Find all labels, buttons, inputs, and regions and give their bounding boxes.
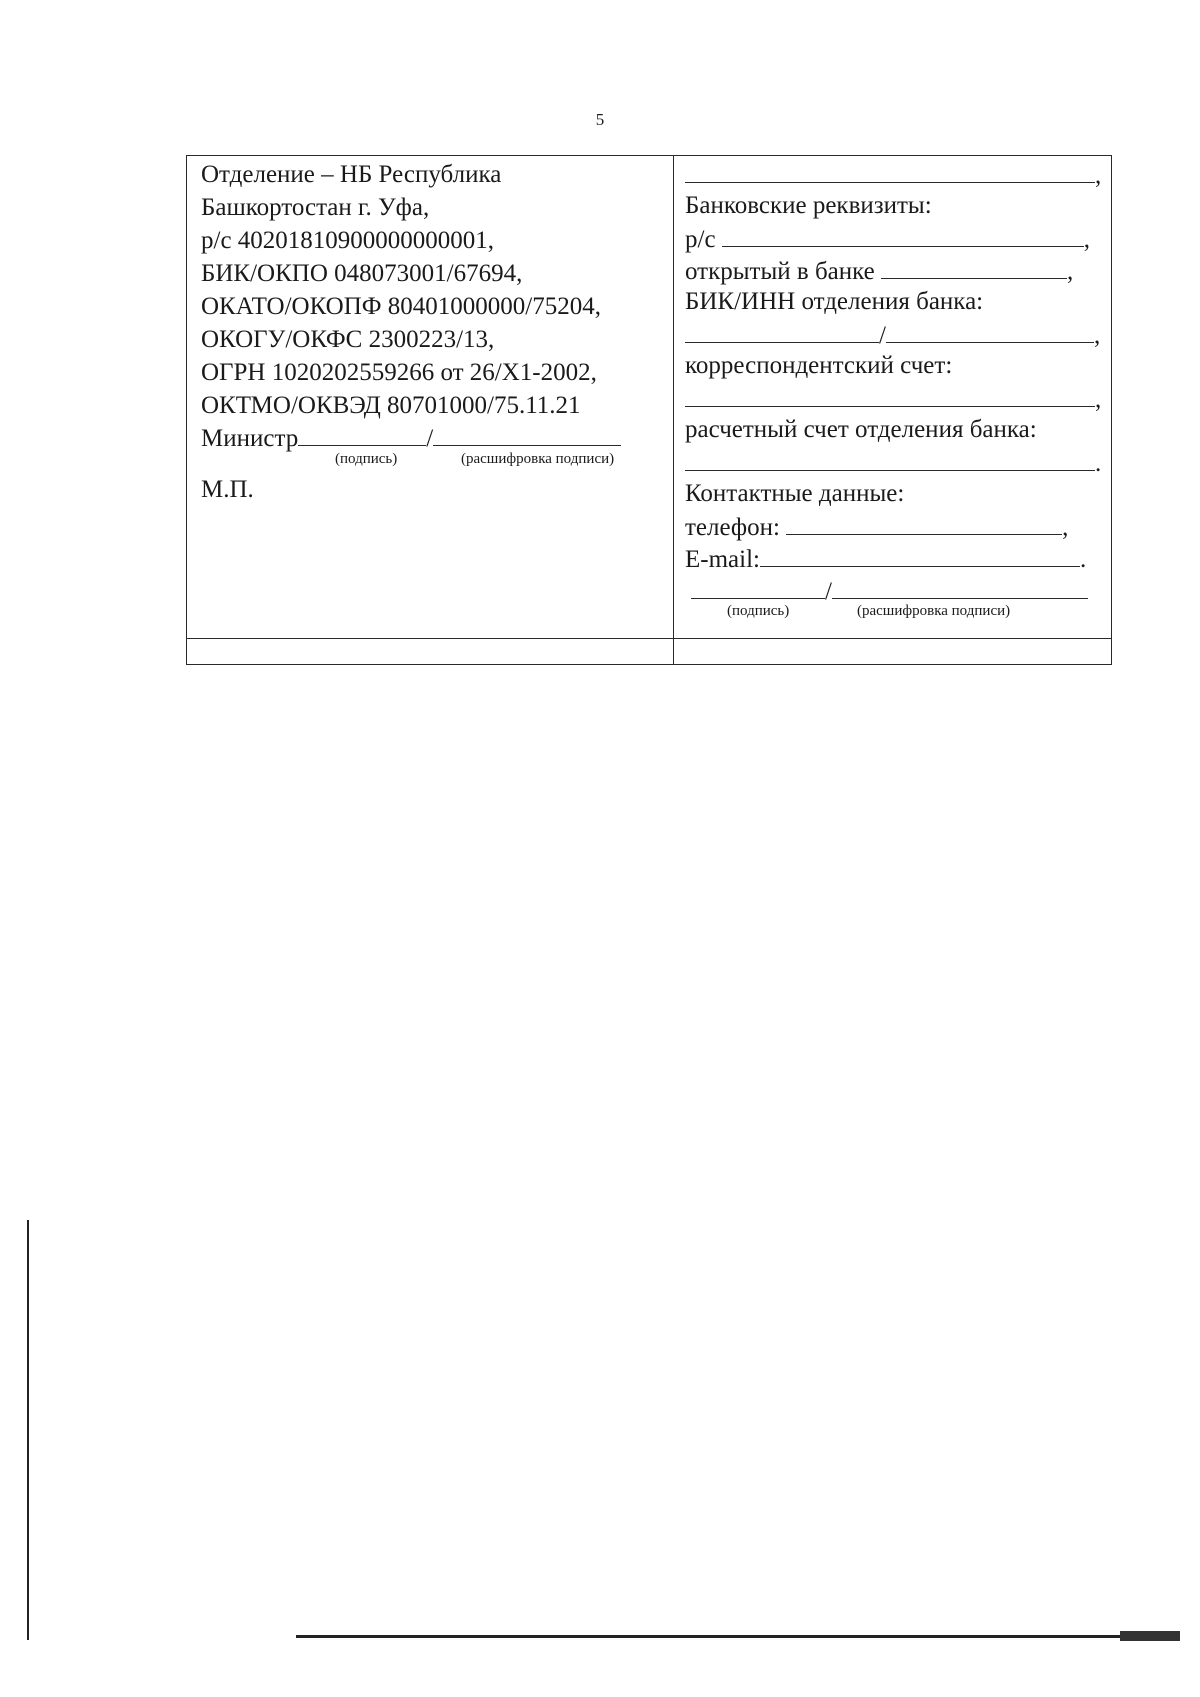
phone-blank [786,510,1062,535]
account-blank [722,222,1084,247]
bik-inn-label: БИК/ИНН отделения банка: [685,288,984,315]
stamp-label: М.П. [201,476,254,503]
bik-inn-line [685,318,1105,350]
ministry-requisites [201,158,671,506]
comma: , [1083,226,1091,253]
requisite-line: БИК/ОКПО 048073001/67694, [201,260,523,287]
corr-account-blank [685,382,1095,407]
requisite-line: ОКТМО/ОКВЭД 80701000/75.11.21 [201,392,581,419]
contacts-label: Контактные данные: [685,480,905,507]
account-line [685,222,1105,254]
hint-decoding: (расшифровка подписи) [857,603,1011,619]
inn-blank [886,318,1094,343]
requisite-line: р/с 40201810900000000001, [201,227,495,254]
phone-line [685,510,1105,542]
account-label: р/с [685,226,716,253]
email-blank [760,542,1080,567]
settlement-account-line [685,446,1105,478]
phone-label: телефон: [685,514,780,541]
name-line [685,158,1105,190]
row-divider [187,638,1111,639]
requisite-line: ОКАТО/ОКОПФ 80401000000/75204, [201,293,601,320]
scan-bottom-line [296,1635,1180,1638]
settlement-account-label: расчетный счет отделения банка: [685,416,1037,443]
signature-blank [298,423,426,446]
corr-account-line [685,382,1105,414]
comma: , [1062,514,1069,541]
requisite-line: ОКОГУ/ОКФС 2300223/13, [201,326,495,353]
slash: / [825,578,832,605]
signature-blank [691,574,825,599]
bank-blank [881,254,1067,279]
bank-details-label: Банковские реквизиты: [685,192,932,219]
period: . [1095,450,1102,477]
counterparty-signature-row [685,574,1105,619]
minister-label: Министр [201,425,299,452]
period: . [1079,546,1087,573]
column-divider [673,156,674,664]
corr-account-label: корреспондентский счет: [685,352,953,379]
hint-decoding: (расшифровка подписи) [461,451,615,467]
hint-signature: (подпись) [335,451,398,467]
minister-signature-row [201,422,671,467]
counterparty-requisites [685,158,1105,619]
settlement-account-blank [685,446,1095,471]
scan-margin-line [27,1220,29,1640]
name-blank [685,158,1095,183]
email-label: E-mail: [685,546,760,573]
hint-signature: (подпись) [727,603,790,619]
comma: , [1095,386,1102,413]
comma: , [1095,162,1102,189]
page-number: 5 [595,110,605,129]
comma: , [1093,322,1101,349]
requisite-line: Отделение – НБ Республика [201,161,502,188]
bik-blank [685,318,879,343]
slash: / [426,425,434,452]
decoding-blank [433,423,621,446]
email-line [685,542,1105,574]
requisites-table [186,155,1112,665]
opened-in-bank-line [685,254,1105,286]
requisite-line: ОГРН 1020202559266 от 26/Х1-2002, [201,359,597,386]
slash: / [879,322,886,349]
requisite-line: Башкортостан г. Уфа, [201,194,430,221]
decoding-blank [832,574,1088,599]
comma: , [1067,258,1074,285]
opened-in-bank-label: открытый в банке [685,258,875,285]
